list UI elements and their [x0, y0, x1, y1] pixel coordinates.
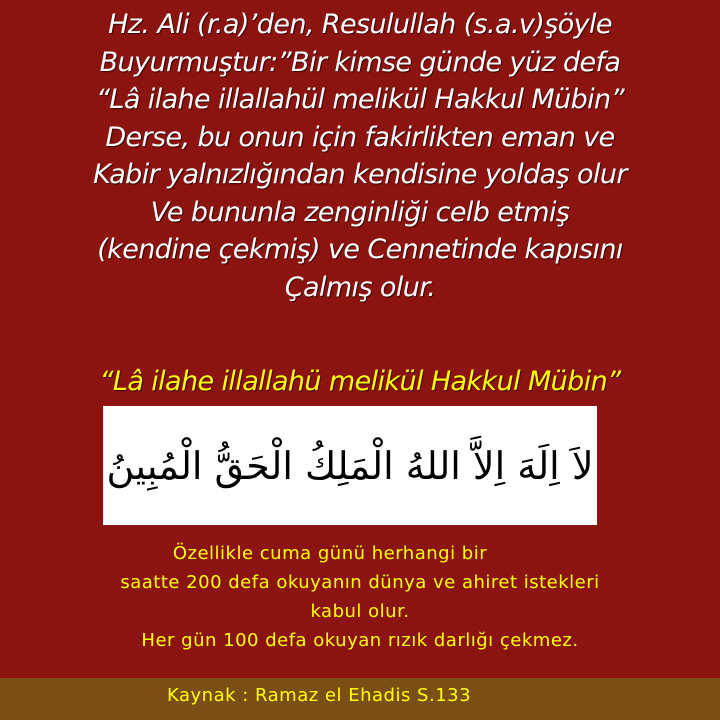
hadith-line: Kabir yalnızlığından kendisine yoldaş olur — [93, 159, 627, 190]
note-line: Her gün 100 defa okuyan rızık darlığı çekmez. — [141, 630, 579, 651]
hadith-text — [0, 6, 720, 306]
dhikr-heading: “Lâ ilahe illallahü melikül Hakkul Mübin” — [99, 366, 621, 397]
source-citation: Kaynak : Ramaz el Ehadis S.133 — [167, 685, 472, 706]
hadith-line: Çalmış olur. — [284, 271, 436, 303]
hadith-line: (kendine çekmiş) ve Cennetinde kapısını — [97, 234, 623, 265]
source-bar — [0, 678, 720, 720]
hadith-line: Buyurmuştur:”Bir kimse günde yüz defa — [99, 46, 621, 78]
hadith-line: “Lâ ilahe illallahül melikül Hakkul Mübin” — [96, 84, 624, 115]
hadith-line: Ve bununla zenginliği celb etmiş — [150, 196, 570, 228]
note-line: saatte 200 defa okuyanın dünya ve ahiret istekleri — [120, 572, 600, 593]
note-line: kabul olur. — [310, 601, 410, 622]
note-line: Özellikle cuma günü herhangi bir — [172, 543, 488, 564]
virtue-notes — [0, 539, 720, 655]
hadith-line: Derse, bu onun için fakirlikten eman ve — [105, 121, 615, 153]
arabic-text: لاَ اِلَهَ اِلاَّ اللهُ الْمَلِكُ الْحَقُّ الْمُبِينُ — [106, 443, 594, 488]
hadith-line: Hz. Ali (r.a)’den, Resulullah (s.a.v)şöyle — [108, 9, 612, 40]
arabic-calligraphy-box — [103, 406, 597, 525]
